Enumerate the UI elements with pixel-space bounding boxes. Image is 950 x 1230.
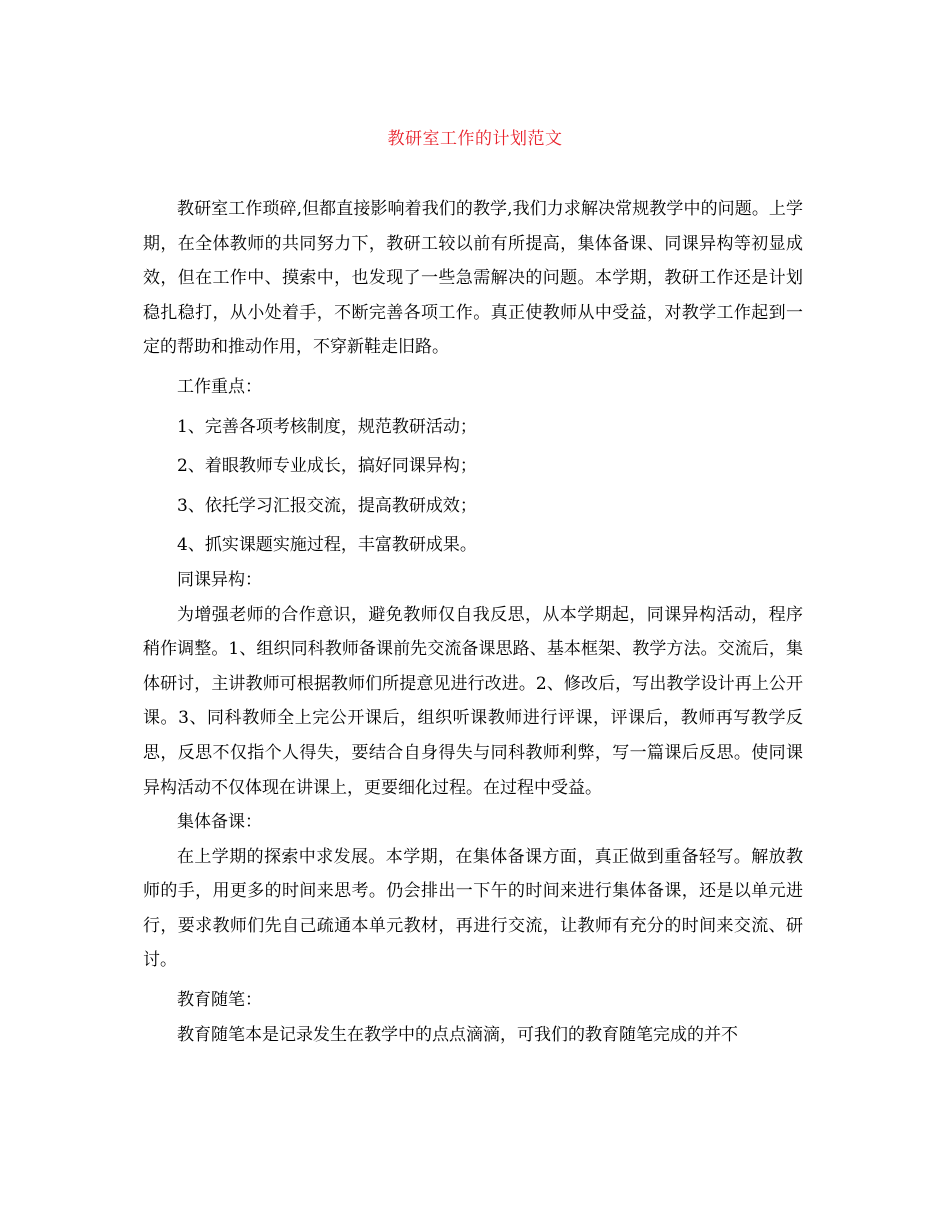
focus-item-2: 2、着眼教师专业成长，搞好同课异构； [177, 456, 477, 477]
jiti-heading: 集体备课： [177, 812, 262, 833]
focus-heading: 工作重点： [177, 376, 262, 397]
jiti-paragraph: 在上学期的探索中求发展。本学期，在集体备课方面，真正做到重备轻写。解放教师的手，用更多的时间来思考。仍会排出一下午的时间来进行集体备课，还是以单元进行，要求教师们先自己疏通本单元教材，再进行交流，让教师有充分的时间来交流、研讨。 [143, 846, 803, 971]
document-title: 教研室工作的计划范文 [387, 129, 563, 149]
focus-item-3: 3、依托学习汇报交流，提高教研成效； [177, 495, 477, 516]
tongke-paragraph: 为增强老师的合作意识，避免教师仅自我反思，从本学期起，同课异构活动，程序稍作调整。1、组织同科教师备课前先交流备课思路、基本框架、教学方法。交流后，集体研讨，主讲教师可根据教师们所提意见进行改进。2、修改后，写出教学设计再上公开课。3、同科教师全上完公开课后，组织听课教师进行评课，评课后，教师再写教学反思，反思不仅指个人得失，要结合自身得失与同科教师利弊，写一篇课后反思。使同课异构活动不仅体现在讲课上，更要细化过程。在过程中受益。 [143, 604, 803, 798]
focus-item-1: 1、完善各项考核制度，规范教研活动； [177, 416, 477, 437]
tongke-heading: 同课异构： [177, 569, 262, 590]
intro-paragraph: 教研室工作琐碎,但都直接影响着我们的教学,我们力求解决常规教学中的问题。上学期，在全体教师的共同努力下，教研工较以前有所提高，集体备课、同课异构等初显成效，但在工作中、摸索中，也发现了一些急需解决的问题。本学期，教研工作还是计划稳扎稳打，从小处着手，不断完善各项工作。真正使教师从中受益，对教学工作起到一定的帮助和推动作用，不穿新鞋走旧路。 [143, 199, 803, 358]
suibi-paragraph: 教育随笔本是记录发生在教学中的点点滴滴，可我们的教育随笔完成的并不 [177, 1024, 738, 1045]
suibi-heading: 教育随笔： [177, 990, 262, 1011]
document-body [143, 192, 803, 1052]
focus-item-4: 4、抓实课题实施过程，丰富教研成果。 [177, 535, 477, 556]
